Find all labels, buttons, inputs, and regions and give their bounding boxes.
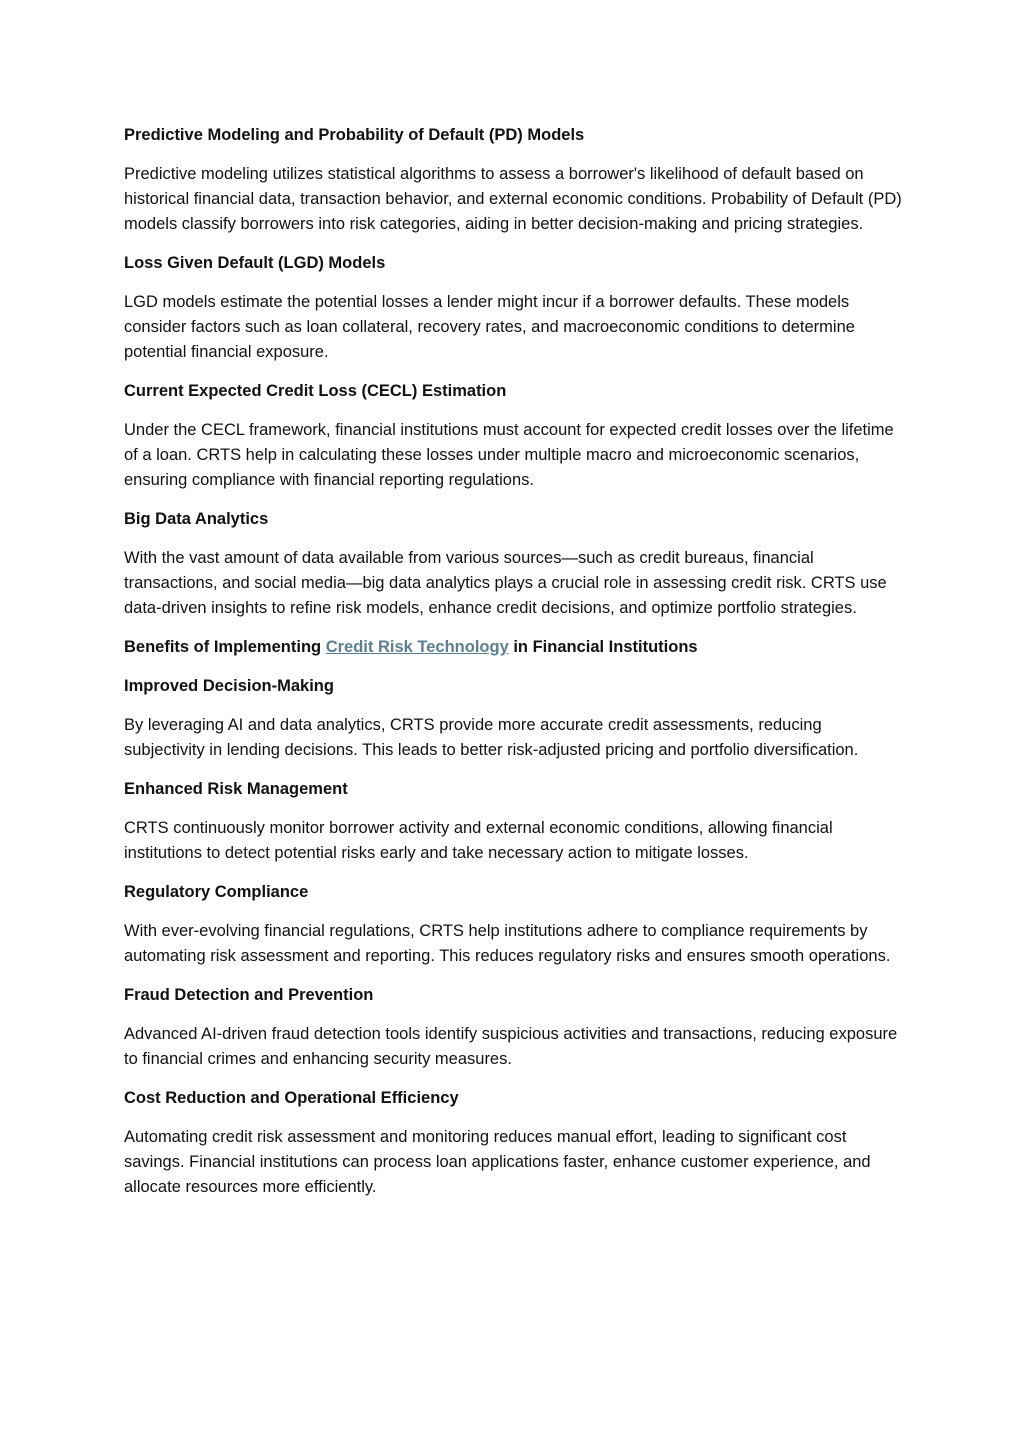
section-big-data <box>124 507 904 621</box>
section-pd-models <box>124 123 904 237</box>
benefit-paragraph: CRTS continuously monitor borrower activity and external economic conditions, allowing financial institutions to detect potential risks early and take necessary action to mitigate losses. <box>124 819 833 862</box>
benefits-heading <box>124 635 904 660</box>
document-page <box>124 123 904 1214</box>
section-paragraph: LGD models estimate the potential losses a lender might incur if a borrower defaults. These models consider factors such as loan collateral, recovery rates, and macroeconomic conditions to determine potential financial exposure. <box>124 293 855 361</box>
section-heading: Loss Given Default (LGD) Models <box>124 254 386 272</box>
section-paragraph: Under the CECL framework, financial institutions must account for expected credit losses over the lifetime of a loan. CRTS help in calculating these losses under multiple macro and microeconomic scenarios, ensuring compliance with financial reporting regulations. <box>124 421 894 489</box>
benefit-improved-decision-making <box>124 674 904 763</box>
benefit-cost-reduction <box>124 1086 904 1200</box>
benefit-heading: Regulatory Compliance <box>124 883 309 901</box>
section-heading: Big Data Analytics <box>124 510 269 528</box>
section-paragraph: Predictive modeling utilizes statistical algorithms to assess a borrower's likelihood of default based on historical financial data, transaction behavior, and external economic conditions. Probability of Default (PD) models classify borrowers into risk categories, aiding in better decision-making and pricing strategies. <box>124 165 902 233</box>
benefit-heading: Fraud Detection and Prevention <box>124 986 374 1004</box>
benefit-regulatory-compliance <box>124 880 904 969</box>
section-heading: Predictive Modeling and Probability of Default (PD) Models <box>124 126 585 144</box>
section-heading: Current Expected Credit Loss (CECL) Estimation <box>124 382 507 400</box>
benefits-heading-prefix: Benefits of Implementing <box>124 638 326 656</box>
benefit-heading: Improved Decision-Making <box>124 677 334 695</box>
section-cecl <box>124 379 904 493</box>
section-lgd-models <box>124 251 904 365</box>
benefit-paragraph: By leveraging AI and data analytics, CRTS provide more accurate credit assessments, reducing subjectivity in lending decisions. This leads to better risk-adjusted pricing and portfolio diversification. <box>124 716 859 759</box>
benefit-paragraph: Advanced AI-driven fraud detection tools identify suspicious activities and transactions, reducing exposure to financial crimes and enhancing security measures. <box>124 1025 898 1068</box>
benefit-heading: Enhanced Risk Management <box>124 780 348 798</box>
benefit-heading: Cost Reduction and Operational Efficiency <box>124 1089 459 1107</box>
section-paragraph: With the vast amount of data available from various sources—such as credit bureaus, financial transactions, and social media—big data analytics plays a crucial role in assessing credit risk. CRTS use data-driven insights to refine risk models, enhance credit decisions, and optimize portfolio strategies. <box>124 549 887 617</box>
benefit-fraud-detection <box>124 983 904 1072</box>
benefit-enhanced-risk-management <box>124 777 904 866</box>
benefit-paragraph: Automating credit risk assessment and monitoring reduces manual effort, leading to significant cost savings. Financial institutions can process loan applications faster, enhance customer experience, and allocate resources more efficiently. <box>124 1128 871 1196</box>
credit-risk-technology-link[interactable]: Credit Risk Technology <box>325 638 509 656</box>
benefit-paragraph: With ever-evolving financial regulations, CRTS help institutions adhere to compliance requirements by automating risk assessment and reporting. This reduces regulatory risks and ensures smooth operations. <box>124 922 891 965</box>
benefits-heading-suffix: in Financial Institutions <box>508 638 698 656</box>
